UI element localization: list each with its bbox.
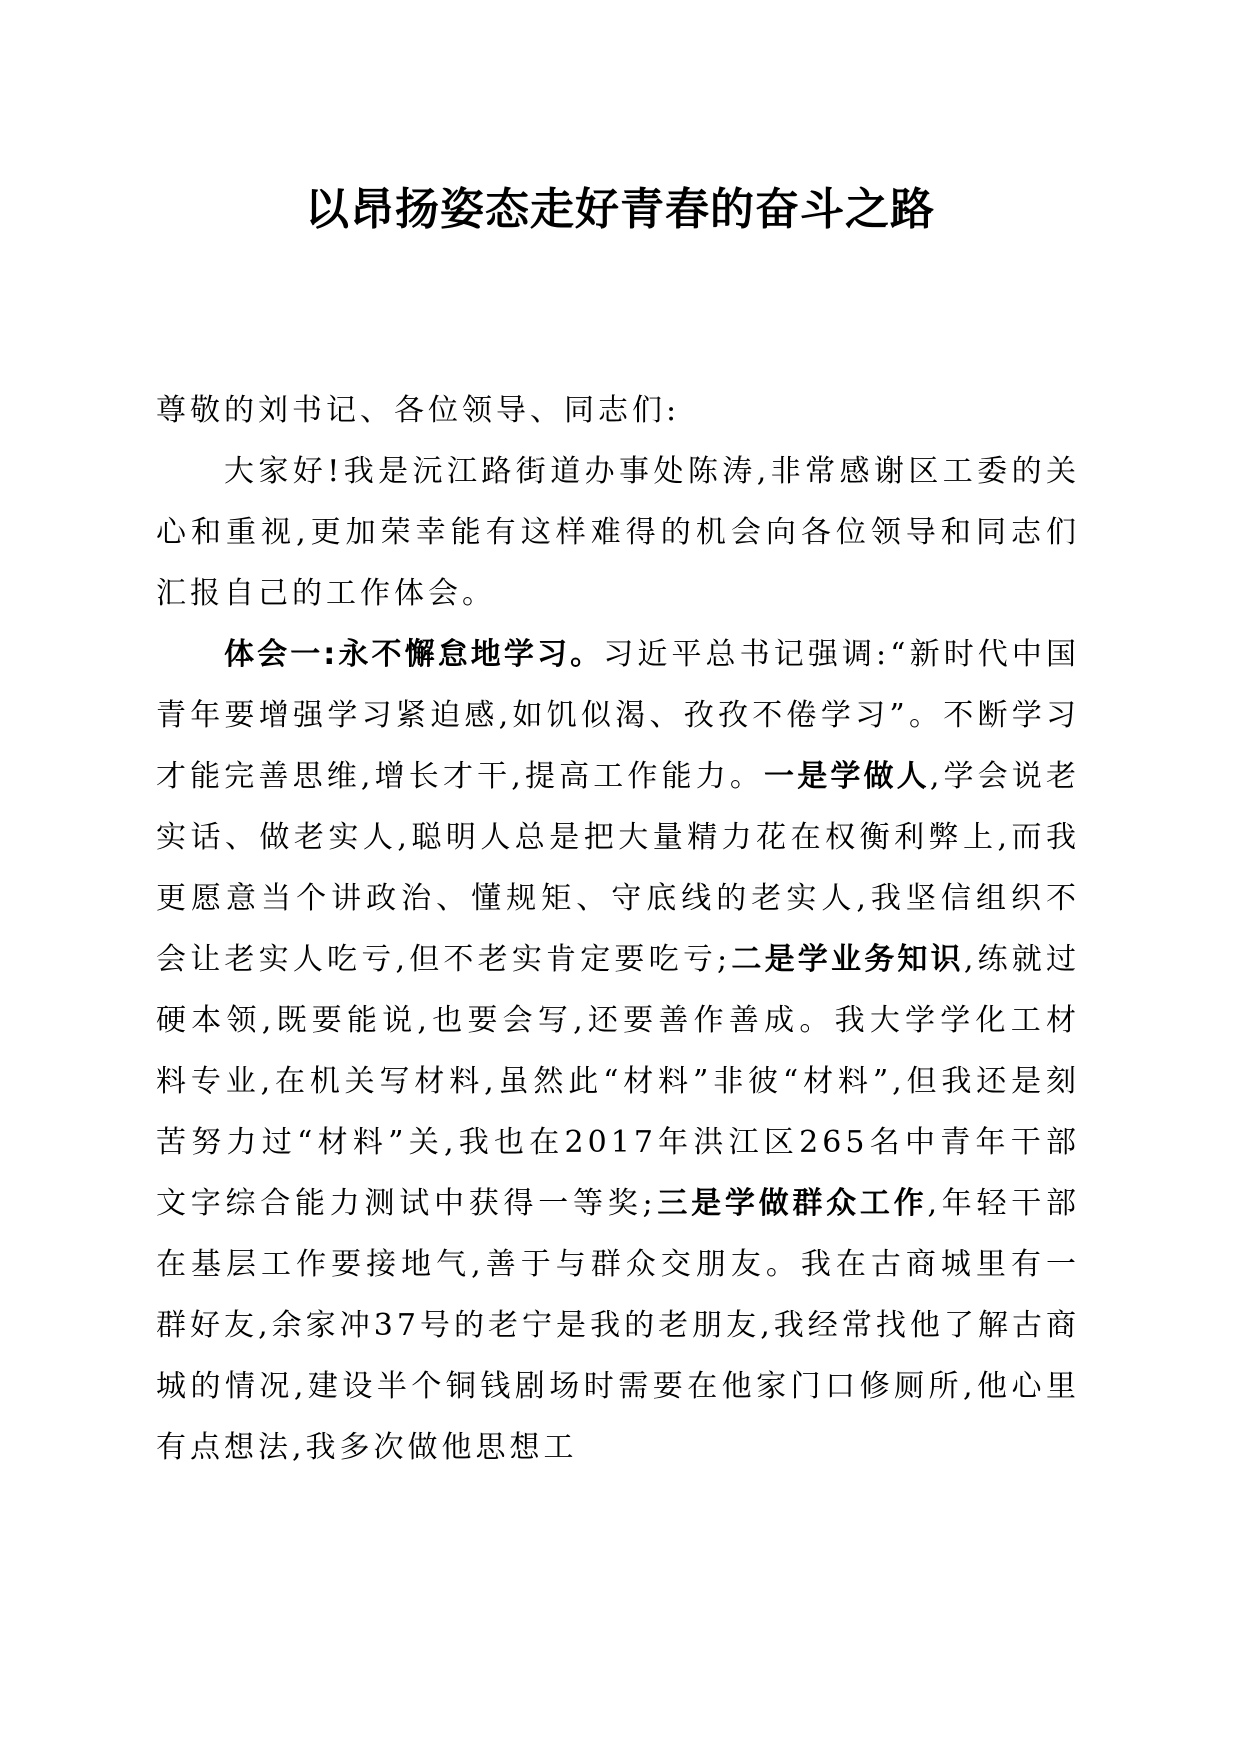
document-body — [156, 380, 1080, 1478]
insight-one-heading: 体会一:永不懈怠地学习。 — [224, 637, 604, 672]
document-title: 以昂扬姿态走好青春的奋斗之路 — [305, 184, 935, 235]
point-one-text: ,学会说老实话、做老实人,聪明人总是把大量精力花在权衡利弊上,而我更愿意当个讲政治、懂规矩、守底线的老实人,我坚信组织不会让老实人吃亏,但不老实肯定要吃亏; — [156, 759, 1080, 977]
point-three-label: 三是学做群众工作 — [656, 1186, 928, 1221]
greeting-paragraph: 大家好!我是沅江路街道办事处陈涛,非常感谢区工委的关心和重视,更加荣幸能有这样难得的机会向各位领导和同志们汇报自己的工作体会。 — [156, 454, 1080, 611]
insight-one-paragraph — [156, 624, 1080, 1478]
point-three-text: ,年轻干部在基层工作要接地气,善于与群众交朋友。我在古商城里有一群好友,余家冲37号的老宁是我的老朋友,我经常找他了解古商城的情况,建设半个铜钱剧场时需要在他家门口修厕所,他心里有点想法,我多次做他思想工 — [156, 1186, 1080, 1465]
point-two-text: ,练就过硬本领,既要能说,也要会写,还要善作善成。我大学学化工材料专业,在机关写材料,虽然此“材料”非彼“材料”,但我还是刻苦努力过“材料”关,我也在2017年洪江区265名中青年干部文字综合能力测试中获得一等奖; — [156, 942, 1080, 1221]
point-two-label: 二是学业务知识 — [731, 942, 964, 977]
point-one-label: 一是学做人 — [764, 759, 930, 794]
insight-one-intro: 习近平总书记强调:“新时代中国青年要增强学习紧迫感,如饥似渴、孜孜不倦学习”。不断学习才能完善思维,增长才干,提高工作能力。 — [156, 637, 1081, 794]
salutation: 尊敬的刘书记、各位领导、同志们: — [156, 393, 681, 428]
